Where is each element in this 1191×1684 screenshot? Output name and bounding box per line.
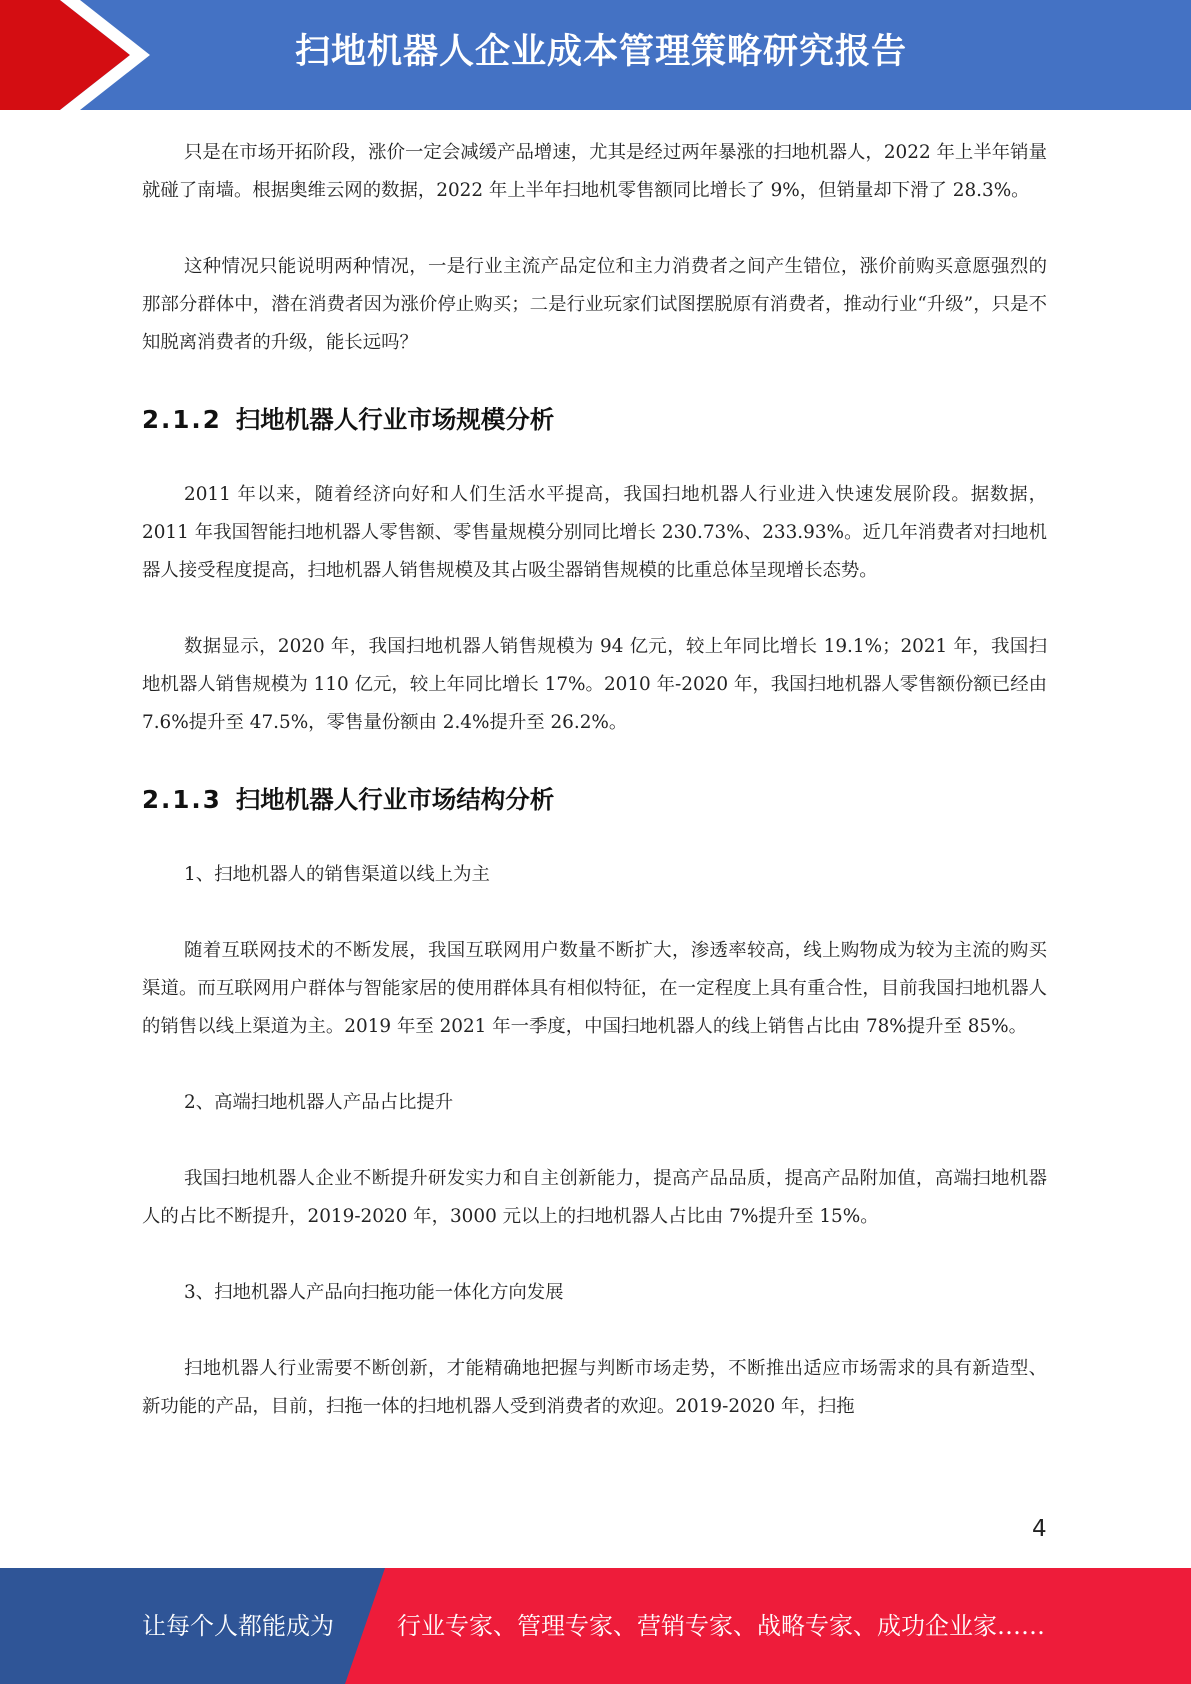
list-item: 1、扫地机器人的销售渠道以线上为主 [184, 864, 490, 885]
list-item: 3、扫地机器人产品向扫拖功能一体化方向发展 [184, 1282, 564, 1303]
section-heading [142, 780, 1047, 820]
page-footer [0, 1568, 1191, 1684]
footer-slogan-left: 让每个人都能成为 [142, 1612, 334, 1640]
paragraph: 2011 年以来，随着经济向好和人们生活水平提高，我国扫地机器人行业进入快速发展阶段。据数据，2011 年我国智能扫地机器人零售额、零售量规模分别同比增长 230.73%、233.93%。近几年消费者对扫地机器人接受程度提高，扫地机器人销售规模及其占吸尘器销售规模的比重总体呈现增长态势。 [142, 484, 1047, 581]
section-title: 扫地机器人行业市场结构分析 [235, 785, 555, 814]
paragraph: 数据显示，2020 年，我国扫地机器人销售规模为 94 亿元，较上年同比增长 19.1%；2021 年，我国扫地机器人销售规模为 110 亿元，较上年同比增长 17%。2010 年-2020 年，我国扫地机器人零售额份额已经由 7.6%提升至 47.5%，零售量份额由 2.4%提升至 26.2%。 [142, 636, 1047, 733]
section-number: 2.1.2 [142, 405, 222, 434]
paragraph: 这种情况只能说明两种情况，一是行业主流产品定位和主力消费者之间产生错位，涨价前购买意愿强烈的那部分群体中，潜在消费者因为涨价停止购买；二是行业玩家们试图摆脱原有消费者，推动行业“升级”，只是不知脱离消费者的升级，能长远吗？ [142, 256, 1047, 353]
paragraph: 只是在市场开拓阶段，涨价一定会减缓产品增速，尤其是经过两年暴涨的扫地机器人，2022 年上半年销量就碰了南墙。根据奥维云网的数据，2022 年上半年扫地机零售额同比增长了 9%，但销量却下滑了 28.3%。 [142, 142, 1047, 201]
section-number: 2.1.3 [142, 785, 222, 814]
section-title: 扫地机器人行业市场规模分析 [235, 405, 555, 434]
paragraph: 随着互联网技术的不断发展，我国互联网用户数量不断扩大，渗透率较高，线上购物成为较为主流的购买渠道。而互联网用户群体与智能家居的使用群体具有相似特征，在一定程度上具有重合性，目前我国扫地机器人的销售以线上渠道为主。2019 年至 2021 年一季度，中国扫地机器人的线上销售占比由 78%提升至 85%。 [142, 940, 1047, 1037]
page-header [0, 0, 1191, 110]
page-content [142, 134, 1047, 1464]
footer-slogan-right: 行业专家、管理专家、营销专家、战略专家、成功企业家…… [397, 1612, 1045, 1640]
list-item: 2、高端扫地机器人产品占比提升 [184, 1092, 454, 1113]
paragraph: 我国扫地机器人企业不断提升研发实力和自主创新能力，提高产品品质，提高产品附加值，高端扫地机器人的占比不断提升，2019-2020 年，3000 元以上的扫地机器人占比由 7%提升至 15%。 [142, 1168, 1047, 1227]
document-title: 扫地机器人企业成本管理策略研究报告 [295, 32, 908, 72]
header-arrow-decoration [0, 0, 160, 110]
page-number: 4 [1032, 1516, 1047, 1542]
section-heading [142, 400, 1047, 440]
paragraph: 扫地机器人行业需要不断创新，才能精确地把握与判断市场走势，不断推出适应市场需求的具有新造型、新功能的产品，目前，扫拖一体的扫地机器人受到消费者的欢迎。2019-2020 年，扫拖 [142, 1358, 1047, 1417]
